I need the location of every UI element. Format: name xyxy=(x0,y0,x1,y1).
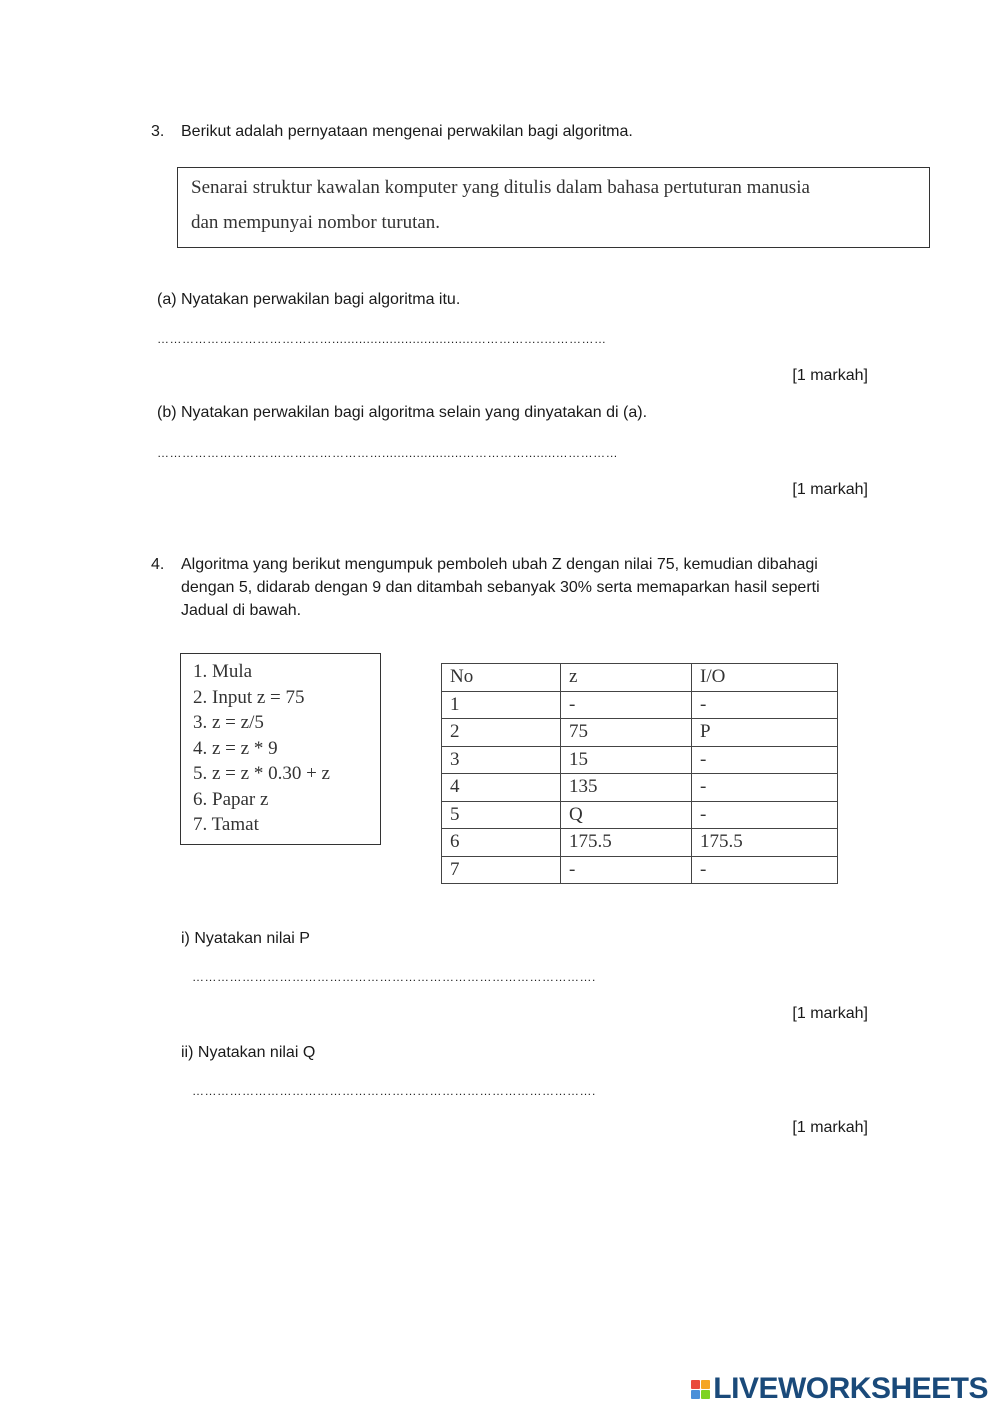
table-cell: 1 xyxy=(442,691,561,719)
table-row xyxy=(442,719,838,747)
table-row xyxy=(442,774,838,802)
question-3b-marks: [1 markah] xyxy=(792,481,868,498)
logo-square xyxy=(691,1380,700,1389)
question-4i-text: i) Nyatakan nilai P xyxy=(181,930,310,947)
logo-square xyxy=(701,1380,710,1389)
table-header-cell: No xyxy=(442,664,561,692)
table-cell: 175.5 xyxy=(561,829,692,857)
table-row xyxy=(442,746,838,774)
table-row xyxy=(442,801,838,829)
table-header-cell: I/O xyxy=(692,664,838,692)
trace-table xyxy=(441,663,838,884)
table-cell: 15 xyxy=(561,746,692,774)
table-header-row xyxy=(442,664,838,692)
definition-line-1: Senarai struktur kawalan komputer yang ditulis dalam bahasa pertuturan manusia xyxy=(191,177,810,198)
table-cell: 2 xyxy=(442,719,561,747)
question-4i-marks: [1 markah] xyxy=(792,1005,868,1022)
question-3b-text: (b) Nyatakan perwakilan bagi algoritma selain yang dinyatakan di (a). xyxy=(157,404,648,421)
table-cell: - xyxy=(692,856,838,884)
table-cell: 175.5 xyxy=(692,829,838,857)
table-cell: - xyxy=(561,856,692,884)
algorithm-step: 7. Tamat xyxy=(193,814,259,835)
table-cell: 5 xyxy=(442,801,561,829)
logo-square xyxy=(701,1390,710,1399)
algorithm-step: 6. Papar z xyxy=(193,788,269,810)
table-cell: - xyxy=(692,801,838,829)
table-cell: - xyxy=(692,774,838,802)
question-4-text-line-3: Jadual di bawah. xyxy=(181,602,302,619)
table-cell: 4 xyxy=(442,774,561,802)
logo-square xyxy=(691,1390,700,1399)
answer-4ii-field[interactable]: ……………………………………………………………………………………. xyxy=(192,1084,596,1098)
question-3-number: 3. xyxy=(151,123,165,140)
question-3-text: Berikut adalah pernyataan mengenai perwakilan bagi algoritma. xyxy=(181,123,633,140)
table-cell: 7 xyxy=(442,856,561,884)
answer-3b-field[interactable]: ……………………………………………….....................……………........…………… xyxy=(157,446,619,460)
algorithm-step: 1. Mula xyxy=(193,661,253,682)
question-3a-text: (a) Nyatakan perwakilan bagi algoritma itu. xyxy=(157,291,461,308)
definition-line-2: dan mempunyai nombor turutan. xyxy=(191,212,441,233)
table-cell: - xyxy=(692,691,838,719)
algorithm-step: 2. Input z = 75 xyxy=(193,686,305,708)
algorithm-box xyxy=(180,653,381,845)
answer-3a-field[interactable]: …………………………………….....................................……………..…………… xyxy=(157,332,607,346)
definition-box xyxy=(177,167,930,248)
question-4-text-line-2: dengan 5, didarab dengan 9 dan ditambah sebanyak 30% serta memaparkan hasil seperti xyxy=(181,579,820,596)
question-4ii-text: ii) Nyatakan nilai Q xyxy=(181,1044,316,1061)
table-cell: P xyxy=(692,719,838,747)
liveworksheets-logo-icon xyxy=(691,1380,710,1399)
table-header-cell: z xyxy=(561,664,692,692)
algorithm-step: 4. z = z * 9 xyxy=(193,737,278,759)
table-cell: - xyxy=(561,691,692,719)
table-row xyxy=(442,691,838,719)
question-4-text-line-1: Algoritma yang berikut mengumpuk pemboleh ubah Z dengan nilai 75, kemudian dibahagi xyxy=(181,556,818,573)
table-row xyxy=(442,829,838,857)
table-cell: - xyxy=(692,746,838,774)
table-cell: Q xyxy=(561,801,692,829)
table-cell: 3 xyxy=(442,746,561,774)
question-4-number: 4. xyxy=(151,556,165,573)
table-cell: 135 xyxy=(561,774,692,802)
logo-text: LIVEWORKSHEETS xyxy=(713,1372,988,1405)
liveworksheets-logo[interactable] xyxy=(691,1372,988,1406)
algorithm-step: 5. z = z * 0.30 + z xyxy=(193,763,330,784)
table-cell: 75 xyxy=(561,719,692,747)
table-cell: 6 xyxy=(442,829,561,857)
answer-4i-field[interactable]: ……………………………………………………………………………………. xyxy=(192,970,596,984)
question-3a-marks: [1 markah] xyxy=(792,367,868,384)
algorithm-step: 3. z = z/5 xyxy=(193,712,264,733)
question-4ii-marks: [1 markah] xyxy=(792,1119,868,1136)
table-row xyxy=(442,856,838,884)
